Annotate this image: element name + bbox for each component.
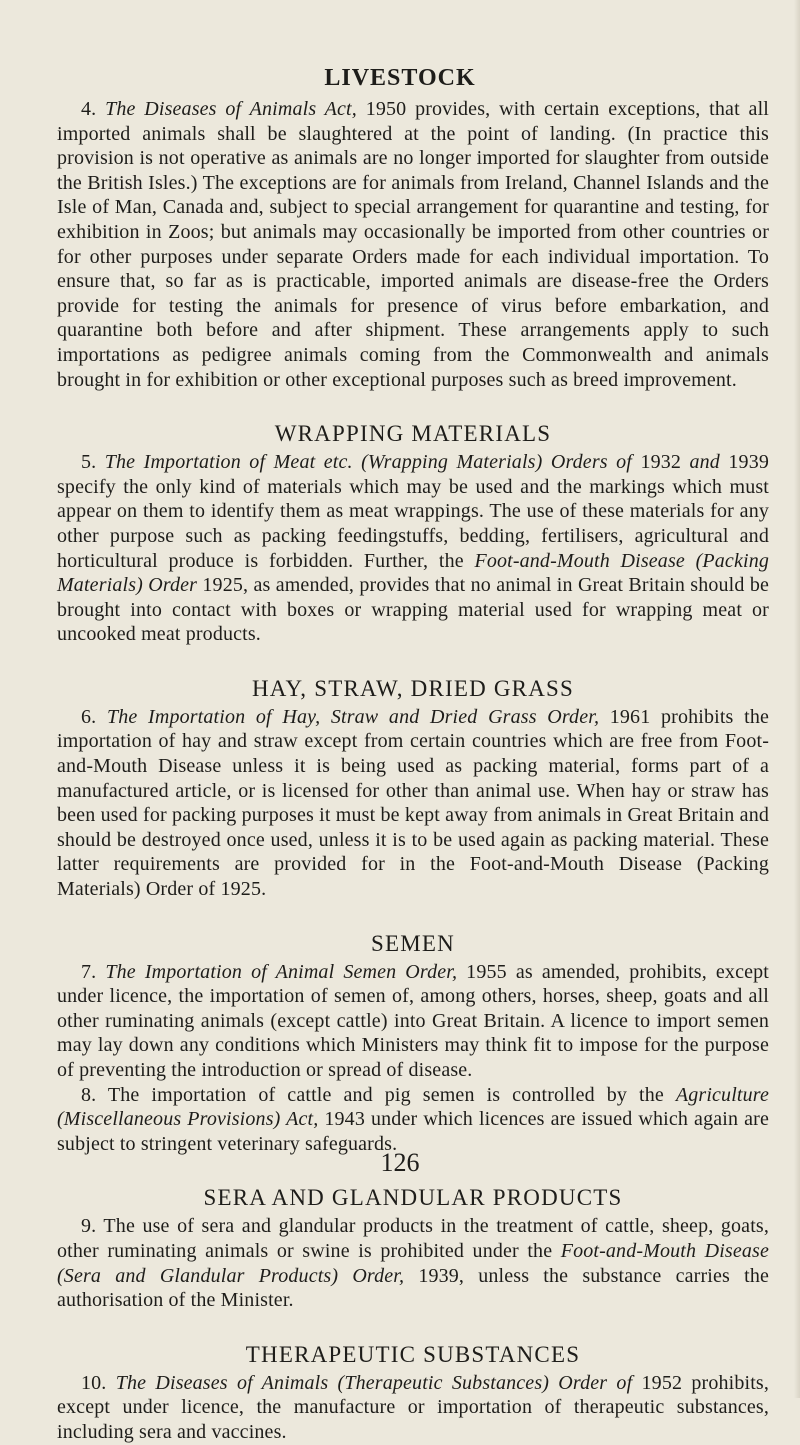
paragraph-text: 8. The importation of cattle and pig semen is controlled by the: [81, 1083, 676, 1106]
paragraph-7: [57, 960, 769, 1083]
order-title: The Importation of Animal Semen Order,: [105, 960, 458, 983]
page-edge-shadow: [794, 0, 800, 1398]
paragraph-number: 4.: [81, 98, 106, 120]
running-head: LIVESTOCK: [324, 65, 476, 91]
paragraph-text: 1939, unless the substance carries the authorisation of the Minister.: [57, 1264, 769, 1312]
paragraph-text: 1952 prohibits, except under licence, the manufacture or importation of therapeutic substances, including sera and vaccines.: [57, 1371, 769, 1443]
paragraph-text: 1955 as amended, prohibits, except under licence, the importation of semen of, among others, horses, sheep, goats and all other ruminating animals (except cattle) into Great Britain. A licence to import semen may lay down any conditions which Ministers may think fit to impose for the purpose of preventing the introduction or spread of disease.: [57, 960, 769, 1081]
paragraph-text: 1943 under which licences are issued which again are subject to stringent veterinary safeguards.: [57, 1108, 769, 1155]
paragraph-number: 7.: [81, 960, 106, 983]
paragraph-text: 1961 prohibits the importation of hay and straw except from certain countries which are free from Foot-and-Mouth Disease unless it is being used as packing material, forms part of a manufactured article, or is licensed for other than animal use. When hay or straw has been used for packing purposes it must be kept away from animals in Great Britain and should be destroyed once used, unless it is to be used again as packing material. These latter requirements are provided for in the Foot-and-Mouth Disease (Packing Materials) Order of 1925.: [57, 705, 769, 901]
section-heading-sera-glandular: SERA AND GLANDULAR PRODUCTS: [203, 1185, 623, 1211]
paragraph-4: [57, 97, 769, 392]
section-heading-wrapping-materials: WRAPPING MATERIALS: [274, 421, 552, 447]
paragraph-5: [57, 450, 769, 647]
section-heading-semen: SEMEN: [371, 930, 455, 956]
paragraph-10: [57, 1371, 769, 1445]
paragraph-9: [57, 1214, 769, 1312]
paragraph-text: 1950 provides, with certain exceptions, that all imported animals shall be slaughtered at the point of landing. (In practice this provision is not operative as animals are no longer imported for slaughter from outside the British Isles.) The exceptions are for animals from Ireland, Channel Islands and the Isle of Man, Canada and, subject to special arrangement for quarantine and testing, for exhibition in Zoos; but animals may occasionally be imported from other countries or for other purposes under separate Orders made for each individual importation. To ensure that, so far as is practicable, imported animals are disease-free the Orders provide for testing the animals for presence of virus before embarkation, and quarantine both before and after shipment. These arrangements apply to such importations as pedigree animals coming from the Commonwealth and animals brought in for exhibition or other exceptional purposes such as breed improvement.: [57, 98, 769, 391]
paragraph-8: [57, 1083, 769, 1157]
paragraph-number: 6.: [81, 705, 107, 728]
paragraph-6: [57, 705, 769, 902]
order-title: The Importation of Meat etc. (Wrapping Materials) Orders of: [104, 451, 632, 474]
order-title: Foot-and-Mouth Disease (Packing Materials) Order: [57, 549, 769, 597]
act-title: The Diseases of Animals Act,: [105, 98, 357, 120]
paragraph-number: 10.: [81, 1371, 116, 1394]
paragraph-text: 9. The use of sera and glandular products in the treatment of cattle, sheep, goats, other ruminating animals or swine is prohibited under the: [57, 1215, 769, 1262]
section-heading-therapeutic: THERAPEUTIC SUBSTANCES: [245, 1341, 581, 1367]
page-body: [57, 97, 769, 1445]
order-title: The Importation of Hay, Straw and Dried Grass Order,: [106, 705, 600, 728]
order-title: The Diseases of Animals (Therapeutic Substances) Order of: [115, 1371, 633, 1394]
paragraph-text: 1925, as amended, provides that no animal in Great Britain should be brought into contact with boxes or wrapping material used for wrapping meat or uncooked meat products.: [57, 574, 769, 646]
order-title: and: [689, 451, 720, 474]
page-number: 126: [380, 1148, 420, 1177]
paragraph-number: 5.: [81, 451, 105, 474]
paragraph-text: 1939 specify the only kind of materials which may be used and the markings which must appear on them to identify them as meat wrappings. The use of these materials for any other purpose such as packing feedingstuffs, bedding, fertilisers, agricultural and horticultural produce is forbidden. Further, the: [57, 451, 770, 572]
act-title: Agriculture (Miscellaneous Provisions) Act,: [57, 1083, 769, 1131]
paragraph-text: 1932: [632, 451, 690, 474]
section-heading-hay-straw: HAY, STRAW, DRIED GRASS: [251, 675, 575, 701]
order-title: Foot-and-Mouth Disease (Sera and Glandular Products) Order,: [57, 1239, 769, 1287]
